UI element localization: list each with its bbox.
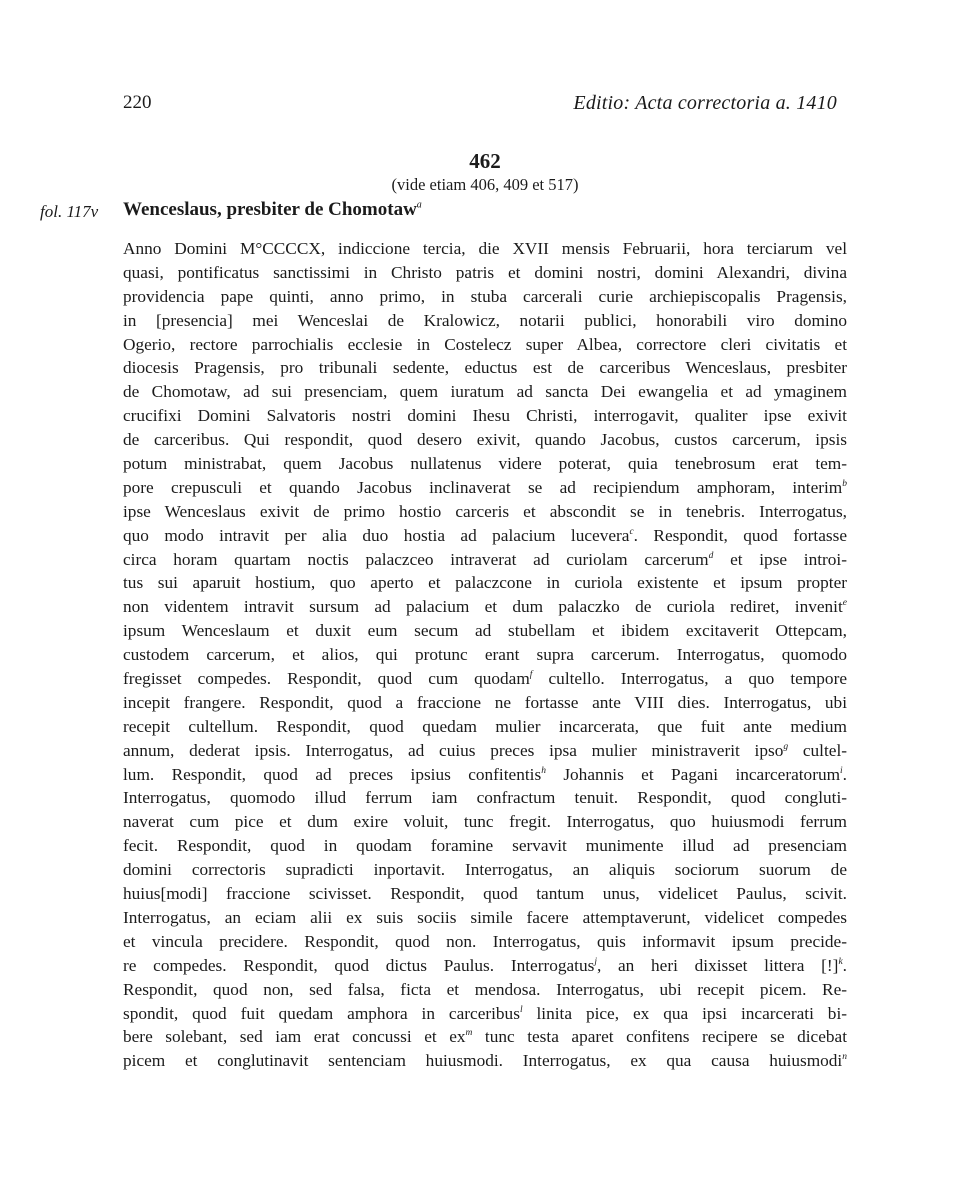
text-segment: tunc testa aparet confitens recipere se dicebat [472,1027,847,1047]
text-line [123,476,847,500]
text-line [123,404,847,428]
text-line [123,500,847,524]
text-segment: naverat cum pice et dum exire voluit, tunc fregit. Interrogatus, quo huiusmodi ferrum [123,812,847,832]
text-line [123,930,847,954]
text-segment: et vincula precidere. Respondit, quod non. Interrogatus, quis informavit ipsum precide- [123,931,847,951]
footnote-mark: d [708,550,714,561]
text-line [123,333,847,357]
text-segment: Interrogatus, quomodo illud ferrum iam confractum tenuit. Respondit, quod congluti- [123,788,847,808]
text-line [123,906,847,930]
text-segment: ipsum Wenceslaum et duxit eum secum ad stubellam et ibidem excitaverit Ottepcam, [123,621,847,641]
text-segment: providencia pape quinti, anno primo, in stuba carcerali curie archiepiscopalis Pragensis, [123,286,847,306]
text-segment: de Chomotaw, ad sui presenciam, quem iuratum ad sancta Dei ewangelia et ad ymaginem [123,382,847,402]
text-line [123,595,847,619]
text-segment: re compedes. Respondit, quod dictus Paulus. Interrogatus [123,955,595,975]
text-line [123,261,847,285]
text-line [123,1049,847,1073]
text-segment: fregisset compedes. Respondit, quod cum quodam [123,669,530,689]
text-line [123,380,847,404]
text-line [123,667,847,691]
document-crossref: (vide etiam 406, 409 et 517) [391,175,579,194]
footnote-mark: c [629,526,634,537]
text-segment: custodem carcerum, et alios, qui protunc erant supra carcerum. Interrogatus, quomodo [123,645,847,665]
text-segment: Anno Domini M°CCCCX, indiccione tercia, die XVII mensis Februarii, hora terciarum vel [123,239,847,258]
document-number: 462 [469,149,501,173]
text-segment: quasi, pontificatus sanctissimi in Christo patris et domini nostri, domini Alexandri, divina [123,262,847,282]
text-segment: tus sui aparuit hostium, quo aperto et palaczcone in curiola existente et ipsum propter [123,573,847,593]
text-line [123,643,847,667]
heading-footnote-mark: a [416,199,422,211]
text-segment: quo modo intravit per alia duo hostia ad palacium lucevera [123,525,630,545]
text-line [123,739,847,763]
text-line [123,834,847,858]
text-segment: de carceribus. Qui respondit, quod desero exivit, quando Jacobus, custos carcerum, ipsis [123,430,847,450]
text-line [123,1002,847,1026]
text-segment: Respondit, quod non, sed falsa, ficta et mendosa. Interrogatus, ubi recepit picem. Re- [123,979,847,999]
footnote-mark: g [783,741,789,752]
footnote-mark: m [465,1028,473,1039]
running-head [123,92,847,118]
text-segment: , an heri dixisset littera [!] [596,955,839,975]
text-segment: recepit cultellum. Respondit, quod quedam mulier incarcerata, que fuit ante medium [123,716,847,736]
text-segment: diocesis Pragensis, pro tribunali sedente, eductus est de carceribus Wenceslaus, presbiter [123,358,847,378]
text-segment: pore crepusculi et quando Jacobus inclinaverat se ad recipiendum amphoram, interim [123,477,843,497]
text-line [123,237,847,261]
text-line [123,978,847,1002]
text-segment: annum, dederat ipsis. Interrogatus, ad cuius preces ipsa mulier ministraverit ipso [123,740,784,760]
text-segment: crucifixi Domini Salvatoris nostri domini Ihesu Christi, interrogavit, qualiter ipse exivit [123,406,847,426]
text-segment: lum. Respondit, quod ad preces ipsius confitentis [123,764,542,784]
text-line [123,954,847,978]
text-segment: . [842,955,847,975]
text-line [123,571,847,595]
text-line [123,763,847,787]
footnote-mark: j [594,956,597,967]
text-line [123,810,847,834]
footnote-mark: l [519,1004,523,1015]
text-line [123,619,847,643]
footnote-mark: n [842,1052,847,1063]
text-segment: circa horam quartam noctis palaczceo intraverat ad curiolam carcerum [123,549,709,569]
text-segment: . [842,764,847,784]
text-line [123,858,847,882]
text-line [123,428,847,452]
text-segment: domini correctoris supradicti inportavit. Interrogatus, an aliquis sociorum suorum de [123,860,847,880]
text-segment: in [presencia] mei Wenceslai de Kralowicz, notarii publici, honorabili viro domino [123,310,847,330]
text-segment: potum ministrabat, quem Jacobus nullatenus videre poterat, quia tenebrosum erat tem- [123,454,847,474]
text-segment: incepit frangere. Respondit, quod a fraccione ne fortasse ante VIII dies. Interrogatus, ubi [123,692,847,712]
text-segment: huius[modi] fraccione scivisset. Respondit, quod tantum unus, videlicet Paulus, scivit. [123,884,847,904]
text-segment: ipse Wenceslaus exivit de primo hostio carceris et abscondit se in tenebris. Interrogatus, [123,501,847,521]
footnote-mark: b [842,478,847,489]
text-segment: . Respondit, quod fortasse [633,525,847,545]
text-segment: Johannis et Pagani incarceratorum [545,764,841,784]
text-line [123,786,847,810]
text-segment: cultello. Interrogatus, a quo tempore [532,669,847,689]
text-segment: non videntem intravit sursum ad palacium et dum palaczko de curiola rediret, invenit [123,597,843,617]
footnote-mark: e [842,598,847,609]
text-segment: picem et conglutinavit sentenciam huiusmodi. Interrogatus, ex qua causa huiusmodi [123,1051,843,1071]
text-segment: et ipse introi- [713,549,847,569]
text-line [123,882,847,906]
text-line [123,356,847,380]
text-line [123,715,847,739]
heading-text: Wenceslaus, presbiter de Chomotaw [123,199,417,220]
page-number: 220 [123,92,152,113]
text-segment: cultel- [788,740,847,760]
text-segment: Ogerio, rectore parrochialis ecclesie in Costelecz super Albea, correctore cleri civitatis et [123,334,847,354]
text-segment: fecit. Respondit, quod in quodam foramine servavit munimente illud ad presenciam [123,836,847,856]
text-line [123,285,847,309]
text-line [123,309,847,333]
footnote-mark: i [840,765,843,776]
text-line [123,524,847,548]
text-line [123,548,847,572]
text-segment: linita pice, ex qua ipsi incarcerati bi- [522,1003,847,1023]
text-line [123,452,847,476]
body-text [123,237,847,1073]
text-line [123,691,847,715]
running-title: Editio: Acta correctoria a. 1410 [573,92,837,114]
folio-reference: fol. 117v [40,202,99,221]
footnote-mark: f [529,670,533,681]
text-line [123,1025,847,1049]
document-heading [123,199,422,221]
footnote-mark: h [541,765,546,776]
footnote-mark: k [838,956,843,967]
text-segment: spondit, quod fuit quedam amphora in carceribus [123,1003,520,1023]
text-segment: Interrogatus, an eciam alii ex suis sociis simile facere attemptaverunt, videlicet compedes [123,907,847,927]
text-segment: bere solebant, sed iam erat concussi et ex [123,1027,466,1047]
